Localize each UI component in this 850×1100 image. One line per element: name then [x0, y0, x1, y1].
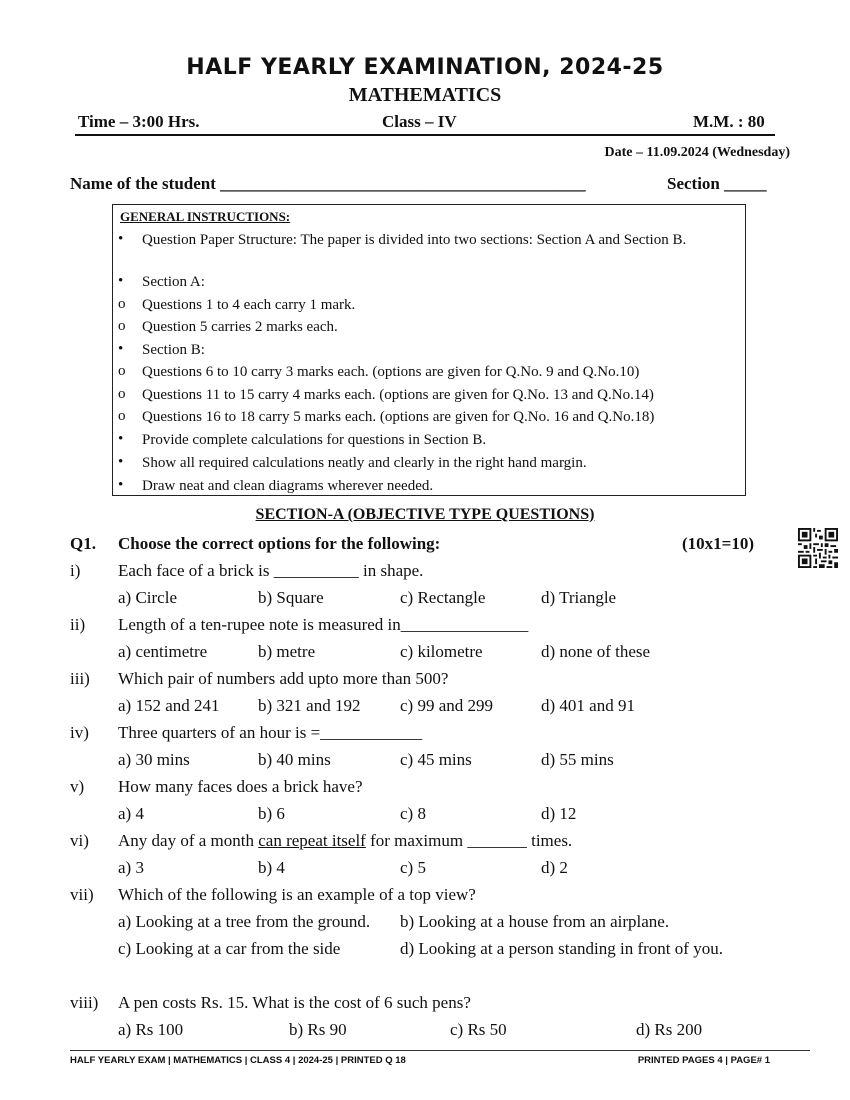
option-b: b) Looking at a house from an airplane.	[400, 912, 670, 931]
sub-question-text: Length of a ten-rupee note is measured in_______________	[118, 615, 529, 634]
sub-marker: o	[118, 408, 126, 424]
bullet-marker: •	[118, 431, 124, 447]
option-c: c) 99 and 299	[400, 696, 494, 715]
option-d: d) none of these	[541, 642, 651, 661]
option-d: d) Triangle	[541, 588, 617, 607]
instruction-text: Questions 16 to 18 carry 5 marks each. (options are given for Q.No. 16 and Q.No.18)	[142, 409, 655, 425]
subject-title: MATHEMATICS	[348, 84, 502, 106]
instruction-text: Question Paper Structure: The paper is divided into two sections: Section A and Section B.	[142, 232, 687, 248]
option-c: c) kilometre	[400, 642, 483, 661]
bullet-marker: •	[118, 477, 124, 493]
sub-question-text-start: Any day of a month	[118, 831, 259, 850]
footer-exam-info: HALF YEARLY EXAM | MATHEMATICS | CLASS 4 | 2024-25 | PRINTED Q 18	[70, 1055, 406, 1066]
sub-question-number: ii)	[70, 615, 86, 634]
instruction-text: Questions 1 to 4 each carry 1 mark.	[142, 297, 356, 313]
underlined-phrase: can repeat itself	[258, 831, 366, 850]
question-marks: (10x1=10)	[682, 534, 755, 553]
section-field: Section _____	[667, 174, 767, 193]
option-b: b) Rs 90	[289, 1020, 347, 1039]
exam-time: Time – 3:00 Hrs.	[78, 112, 200, 131]
bullet-marker: •	[118, 454, 124, 470]
instruction-item	[118, 273, 718, 291]
sub-question-text: How many faces does a brick have?	[118, 777, 363, 796]
option-a: a) Looking at a tree from the ground.	[118, 912, 371, 931]
sub-question-number: iv)	[70, 723, 89, 742]
bullet-marker: •	[118, 341, 124, 357]
instruction-item	[118, 363, 718, 381]
bullet-marker: •	[118, 231, 124, 247]
exam-date: Date – 11.09.2024 (Wednesday)	[604, 145, 790, 160]
sub-question-number: iii)	[70, 669, 90, 688]
option-a: a) Rs 100	[118, 1020, 184, 1039]
sub-marker: o	[118, 296, 126, 312]
sub-question-text: Each face of a brick is __________ in shape.	[118, 561, 424, 580]
option-d: d) Looking at a person standing in front of you.	[400, 939, 723, 958]
footer-page-info: PRINTED PAGES 4 | PAGE# 1	[637, 1055, 770, 1066]
instruction-item	[118, 454, 718, 472]
instruction-item	[118, 231, 718, 249]
instruction-text: Section B:	[142, 342, 205, 358]
instruction-text: Question 5 carries 2 marks each.	[142, 319, 338, 335]
sub-question-text-end: for maximum _______ times.	[365, 831, 573, 850]
instruction-item	[118, 408, 718, 426]
sub-question-number: vi)	[70, 831, 89, 850]
instruction-text: Questions 6 to 10 carry 3 marks each. (options are given for Q.No. 9 and Q.No.10)	[142, 364, 640, 380]
instruction-item	[118, 386, 718, 404]
instructions-heading: GENERAL INSTRUCTIONS:	[120, 209, 291, 224]
instruction-text: Provide complete calculations for questions in Section B.	[142, 432, 487, 448]
max-marks: M.M. : 80	[693, 112, 765, 131]
option-a: a) 30 mins	[118, 750, 190, 769]
instruction-item	[118, 431, 718, 449]
option-a: a) Circle	[118, 588, 177, 607]
exam-title: HALF YEARLY EXAMINATION, 2024-25	[186, 55, 664, 80]
option-a: a) 4	[118, 804, 144, 823]
option-b: b) 40 mins	[258, 750, 331, 769]
exam-class: Class – IV	[382, 112, 457, 131]
option-b: b) metre	[258, 642, 316, 661]
instruction-text: Questions 11 to 15 carry 4 marks each. (options are given for Q.No. 13 and Q.No.14)	[142, 387, 654, 403]
sub-question-text: Which of the following is an example of a top view?	[118, 885, 476, 904]
option-c: c) 8	[400, 804, 426, 823]
sub-marker: o	[118, 363, 126, 379]
option-c: c) Rectangle	[400, 588, 486, 607]
option-b: b) 321 and 192	[258, 696, 361, 715]
instruction-item	[118, 341, 718, 359]
sub-question-text: A pen costs Rs. 15. What is the cost of 6 such pens?	[118, 993, 471, 1012]
sub-marker: o	[118, 386, 126, 402]
option-c: c) Rs 50	[450, 1020, 507, 1039]
qr-code-icon	[798, 528, 838, 568]
question-number: Q1.	[70, 534, 96, 553]
general-instructions-box	[112, 204, 746, 496]
option-c: c) Looking at a car from the side	[118, 939, 341, 958]
bullet-marker: •	[118, 273, 124, 289]
sub-question-number: viii)	[70, 993, 99, 1012]
section-a-heading: SECTION-A (OBJECTIVE TYPE QUESTIONS)	[255, 506, 595, 523]
sub-question-number: i)	[70, 561, 81, 580]
student-name-field: Name of the student ___________________________________________	[70, 174, 586, 193]
sub-question-number: v)	[70, 777, 85, 796]
sub-question-number: vii)	[70, 885, 94, 904]
option-b: b) 4	[258, 858, 285, 877]
option-b: b) 6	[258, 804, 285, 823]
question-text: Choose the correct options for the following:	[118, 534, 441, 553]
option-d: d) 401 and 91	[541, 696, 635, 715]
instruction-item	[118, 477, 718, 495]
option-a: a) centimetre	[118, 642, 208, 661]
sub-question-text: Which pair of numbers add upto more than 500?	[118, 669, 449, 688]
footer-divider	[70, 1050, 810, 1051]
option-d: d) Rs 200	[636, 1020, 703, 1039]
instruction-text: Section A:	[142, 274, 205, 290]
instruction-item	[118, 318, 718, 336]
sub-question-text: Three quarters of an hour is =____________	[118, 723, 423, 742]
option-c: c) 45 mins	[400, 750, 472, 769]
header-divider	[75, 134, 775, 136]
option-d: d) 12	[541, 804, 577, 823]
instruction-text: Draw neat and clean diagrams wherever needed.	[142, 478, 434, 494]
option-b: b) Square	[258, 588, 324, 607]
option-d: d) 2	[541, 858, 568, 877]
instruction-text: Show all required calculations neatly and clearly in the right hand margin.	[142, 455, 587, 471]
option-c: c) 5	[400, 858, 426, 877]
instruction-item	[118, 296, 718, 314]
option-a: a) 152 and 241	[118, 696, 220, 715]
sub-question-text	[118, 831, 572, 851]
option-d: d) 55 mins	[541, 750, 614, 769]
sub-marker: o	[118, 318, 126, 334]
option-a: a) 3	[118, 858, 144, 877]
